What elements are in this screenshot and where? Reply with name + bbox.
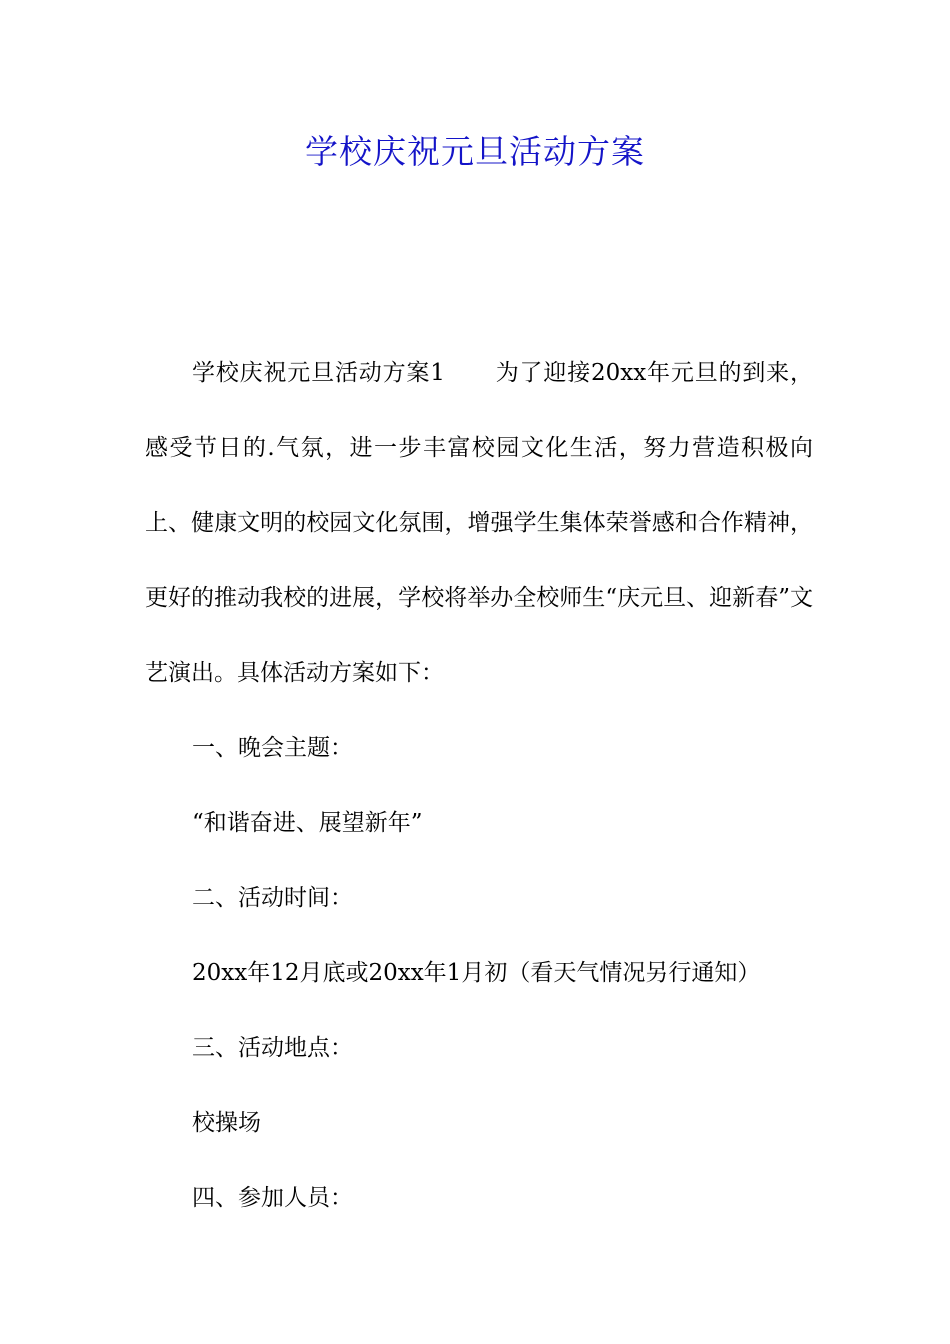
section4-heading: 四、参加人员： (192, 1185, 353, 1211)
section3-text: 校操场 (192, 1110, 261, 1136)
document-title: 学校庆祝元旦活动方案 (305, 132, 645, 171)
section2-heading: 二、活动时间： (192, 885, 353, 911)
section3-heading: 三、活动地点： (192, 1035, 353, 1061)
intro-paragraph (145, 336, 813, 711)
section1-heading: 一、晚会主题： (192, 735, 353, 761)
document-body (145, 336, 813, 1236)
section1-text: “和谐奋进、展望新年” (192, 810, 423, 836)
section2-text: 20xx年12月底或20xx年1月初（看天气情况另行通知） (192, 960, 761, 986)
intro-heading: 学校庆祝元旦活动方案1 (192, 360, 445, 386)
intro-text: 为了迎接20xx年元旦的到来，感受节日的.气氛，进一步丰富校园文化生活，努力营造积极向上、健康文明的校园文化氛围，增强学生集体荣誉感和合作精神，更好的推动我校的进展，学校将举办全校师生“庆元旦、迎新春”文艺演出。具体活动方案如下： (145, 360, 813, 686)
